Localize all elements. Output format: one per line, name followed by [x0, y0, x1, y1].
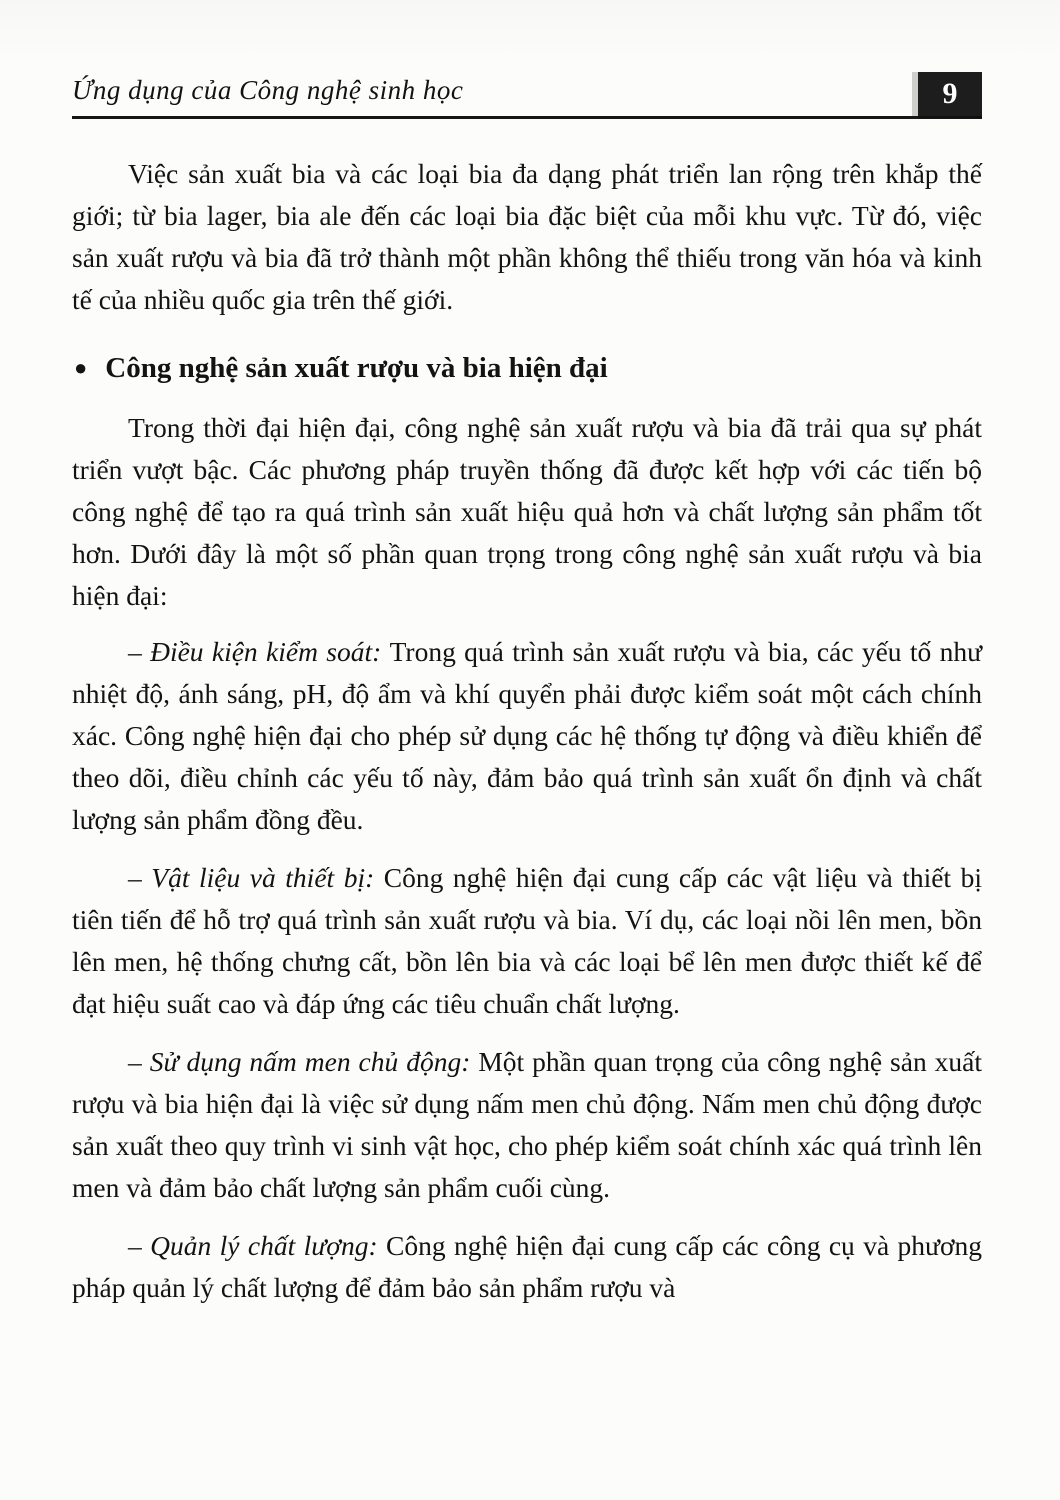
list-item-text: Một phần quan trọng của công nghệ sản xuất rượu và bia hiện đại là việc sử dụng nấm men chủ động. Nấm men chủ động được sản xuất theo quy trình vi sinh vật học, cho phép kiểm soát chính xác quá trình lên men và đảm bảo chất lượng sản phẩm cuối cùng. [72, 1046, 983, 1203]
bullet-icon: ● [74, 355, 88, 380]
section-lead-paragraph: Trong thời đại hiện đại, công nghệ sản xuất rượu và bia đã trải qua sự phát triển vượt bậc. Các phương pháp truyền thống đã được kết hợp với các tiến bộ công nghệ để tạo ra quá trình sản xuất hiệu quả hơn và chất lượng sản phẩm tốt hơn. Dưới đây là một số phần quan trọng trong công nghệ sản xuất rượu và bia hiện đại: [72, 412, 982, 611]
running-head-title: Ứng dụng của Công nghệ sinh học [72, 75, 464, 105]
list-item-text: Trong quá trình sản xuất rượu và bia, các yếu tố như nhiệt độ, ánh sáng, pH, độ ẩm và khí quyển phải được kiểm soát một cách chính xác. Công nghệ hiện đại cho phép sử dụng các hệ thống tự động và điều khiển để theo dõi, điều chỉnh các yếu tố này, đảm bảo quá trình sản xuất ổn định và chất lượng sản phẩm đồng đều. [72, 636, 983, 835]
section-heading-text: Công nghệ sản xuất rượu và bia hiện đại [105, 352, 608, 384]
dash-marker: – [128, 862, 152, 893]
section-heading [72, 347, 982, 391]
intro-paragraph: Việc sản xuất bia và các loại bia đa dạng phát triển lan rộng trên khắp thế giới; từ bia lager, bia ale đến các loại bia đặc biệt của mỗi khu vực. Từ đó, việc sản xuất rượu và bia đã trở thành một phần không thể thiếu trong văn hóa và kinh tế của nhiều quốc gia trên thế giới. [72, 158, 982, 315]
dash-marker: – [128, 1230, 151, 1261]
page-body [72, 153, 982, 1309]
list-item-text: Công nghệ hiện đại cung cấp các công cụ và phương pháp quản lý chất lượng để đảm bảo sản phẩm rượu và [72, 1230, 983, 1303]
list-item-lead: Quản lý chất lượng: [150, 1230, 387, 1261]
list-item-lead: Vật liệu và thiết bị: [151, 862, 384, 893]
list-item [72, 1225, 982, 1309]
list-item [72, 631, 982, 841]
dash-marker: – [128, 636, 151, 667]
page-number-badge [918, 72, 982, 116]
list-item [72, 1041, 982, 1209]
list-item [72, 857, 982, 1025]
list-item-text: Công nghệ hiện đại cung cấp các vật liệu và thiết bị tiên tiến để hỗ trợ quá trình sản xuất rượu và bia. Ví dụ, các loại nồi lên men, bồn lên men, hệ thống chưng cất, bồn lên bia và các loại bể lên men được thiết kế để đạt hiệu suất cao và đáp ứng các tiêu chuẩn chất lượng. [72, 862, 983, 1019]
page-header [72, 72, 982, 119]
list-item-lead: Sử dụng nấm men chủ động: [149, 1046, 479, 1077]
list-item-lead: Điều kiện kiểm soát: [150, 636, 390, 667]
page-number: 9 [942, 77, 958, 110]
dash-marker: – [128, 1046, 150, 1077]
